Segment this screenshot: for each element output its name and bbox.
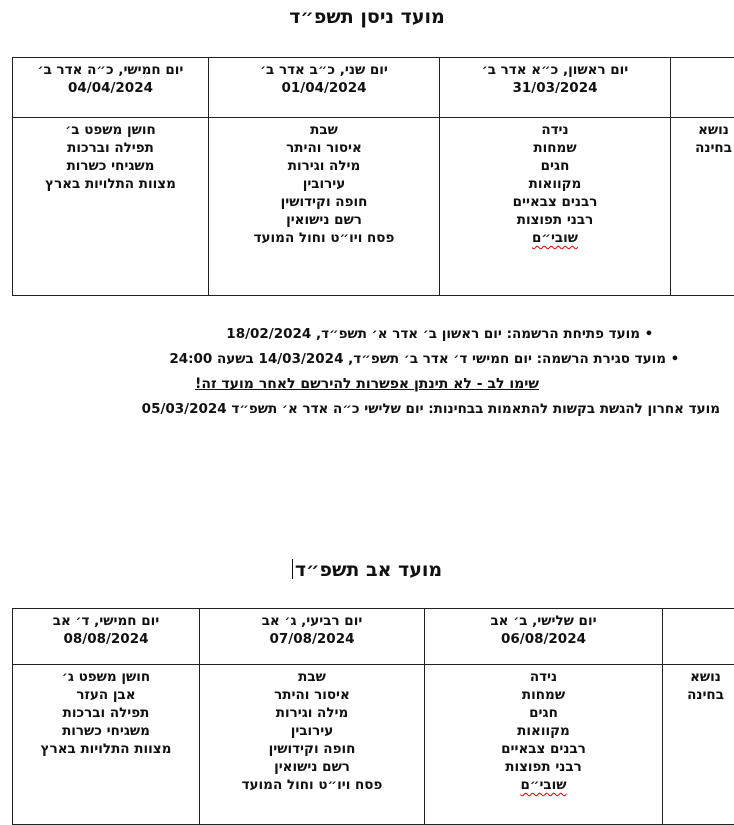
subject-item: נידה xyxy=(429,668,658,686)
nisan-col-1-header xyxy=(440,58,671,118)
nisan-col-1-subjects xyxy=(440,118,671,296)
subject-item: מצוות התלויות בארץ xyxy=(17,175,204,193)
nisan-corner-cell xyxy=(671,58,734,118)
subject-item: מצוות התלויות בארץ xyxy=(17,740,195,758)
subject-item: פסח ויו״ט וחול המועד xyxy=(204,776,420,794)
av-header-row xyxy=(13,609,734,665)
subject-item: עירובין xyxy=(213,175,435,193)
subject-item: מילה וגירות xyxy=(204,704,420,722)
subject-item: תפילה וברכות xyxy=(17,704,195,722)
registration-open-text: מועד פתיחת הרשמה: יום ראשון ב׳ אדר א׳ תשפ״ד, 18/02/2024 xyxy=(226,326,640,342)
registration-close-note xyxy=(169,351,684,367)
subject-item: רשם נישואין xyxy=(204,758,420,776)
nisan-col-2-date: 01/04/2024 xyxy=(213,79,435,97)
subject-item: חגים xyxy=(429,704,658,722)
av-col-3-subjects xyxy=(13,665,200,825)
subject-label-line: בחינה xyxy=(675,139,734,157)
registration-close-text: מועד סגירת הרשמה: יום חמישי ד׳ אדר ב׳ תשפ״ד, 14/03/2024 בשעה 24:00 xyxy=(169,351,666,367)
av-col-2-day: יום רביעי, ג׳ אב xyxy=(204,612,420,630)
av-col-1-day: יום שלישי, ב׳ אב xyxy=(429,612,658,630)
subject-item: חושן משפט ב׳ xyxy=(17,121,204,139)
av-col-3-date: 08/08/2024 xyxy=(17,630,195,648)
bullet-icon: • xyxy=(666,351,684,367)
subject-item: רבני תפוצות xyxy=(429,758,658,776)
av-subjects-row xyxy=(13,665,734,825)
subject-label-line: נושא xyxy=(675,121,734,139)
nisan-col-1-day: יום ראשון, כ״א אדר ב׳ xyxy=(444,61,666,79)
subject-item: איסור והיתר xyxy=(204,686,420,704)
subject-item: רבני תפוצות xyxy=(444,211,666,229)
av-col-2-header xyxy=(200,609,425,665)
accommodations-deadline: מועד אחרון להגשת בקשות להתאמות בבחינות: יום שלישי כ״ה אדר א׳ תשפ״ד 05/03/2024 xyxy=(142,401,720,417)
subject-item: משגיחי כשרות xyxy=(17,157,204,175)
subject-item: רבנים צבאיים xyxy=(429,740,658,758)
nisan-header-row xyxy=(13,58,734,118)
subject-item-spellcheck: שובי״ם xyxy=(532,230,578,246)
subject-item: שבת xyxy=(204,668,420,686)
av-title-text: מועד אב תשפ״ד xyxy=(295,559,442,581)
subject-item: פסח ויו״ט וחול המועד xyxy=(213,229,435,247)
subject-item: שמחות xyxy=(429,686,658,704)
nisan-col-1-date: 31/03/2024 xyxy=(444,79,666,97)
subject-item: שבת xyxy=(213,121,435,139)
subject-label-line: נושא xyxy=(667,668,734,686)
subject-item: חגים xyxy=(444,157,666,175)
subject-item: תפילה וברכות xyxy=(17,139,204,157)
nisan-col-3-header xyxy=(13,58,209,118)
nisan-col-2-header xyxy=(209,58,440,118)
subject-label-line: בחינה xyxy=(667,686,734,704)
subject-item: שמחות xyxy=(444,139,666,157)
av-corner-cell xyxy=(663,609,734,665)
subject-item: מילה וגירות xyxy=(213,157,435,175)
subject-item: משגיחי כשרות xyxy=(17,722,195,740)
av-subject-label xyxy=(663,665,734,825)
av-col-3-day: יום חמישי, ד׳ אב xyxy=(17,612,195,630)
nisan-subject-label xyxy=(671,118,734,296)
av-col-1-date: 06/08/2024 xyxy=(429,630,658,648)
subject-item-spellcheck: שובי״ם xyxy=(520,777,566,793)
nisan-col-2-day: יום שני, כ״ב אדר ב׳ xyxy=(213,61,435,79)
nisan-subjects-row xyxy=(13,118,734,296)
nisan-col-3-day: יום חמישי, כ״ה אדר ב׳ xyxy=(17,61,204,79)
av-schedule-table xyxy=(12,608,734,825)
av-col-2-date: 07/08/2024 xyxy=(204,630,420,648)
av-col-1-header xyxy=(425,609,663,665)
text-cursor xyxy=(292,559,293,579)
av-col-3-header xyxy=(13,609,200,665)
bullet-icon: • xyxy=(640,326,658,342)
subject-item: חופה וקידושין xyxy=(204,740,420,758)
subject-item: איסור והיתר xyxy=(213,139,435,157)
subject-item: חופה וקידושין xyxy=(213,193,435,211)
subject-item: אבן העזר xyxy=(17,686,195,704)
registration-open-note xyxy=(226,326,658,342)
subject-item: נידה xyxy=(444,121,666,139)
subject-item: רשם נישואין xyxy=(213,211,435,229)
nisan-col-2-subjects xyxy=(209,118,440,296)
subject-item: חושן משפט ג׳ xyxy=(17,668,195,686)
registration-warning: שימו לב - לא תינתן אפשרות להירשם לאחר מועד זה! xyxy=(0,376,734,392)
nisan-title: מועד ניסן תשפ״ד xyxy=(0,6,734,28)
subject-item: רבנים צבאיים xyxy=(444,193,666,211)
nisan-col-3-date: 04/04/2024 xyxy=(17,79,204,97)
av-title xyxy=(0,559,734,581)
av-col-2-subjects xyxy=(200,665,425,825)
nisan-schedule-table xyxy=(12,57,734,296)
av-col-1-subjects xyxy=(425,665,663,825)
subject-item: מקוואות xyxy=(444,175,666,193)
subject-item: עירובין xyxy=(204,722,420,740)
nisan-col-3-subjects xyxy=(13,118,209,296)
subject-item: מקוואות xyxy=(429,722,658,740)
